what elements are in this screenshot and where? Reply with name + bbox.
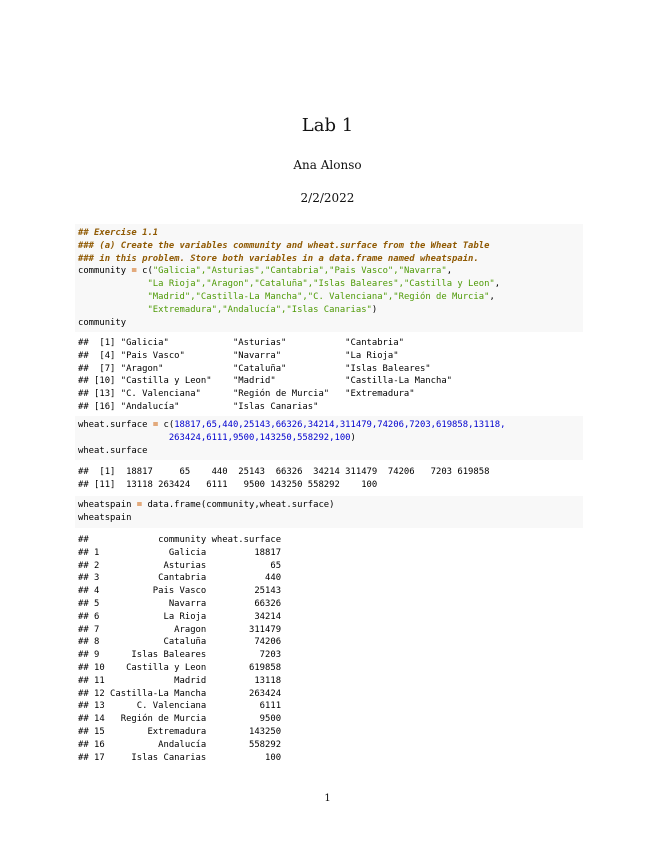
output-line: ## 6 La Rioja 34214 bbox=[78, 611, 282, 622]
output-line: ## community wheat.surface bbox=[78, 535, 282, 545]
code-comment: ### (a) Create the variables community and wheat.surface from the Wheat Table bbox=[78, 240, 490, 251]
code-line: community = c("Galicia","Asturias","Cantabria","Pais Vasco","Navarra", bbox=[78, 266, 453, 277]
output-line: ## [13] "C. Valenciana" "Región de Murcia" "Extremadura" bbox=[78, 389, 415, 400]
output-line: ## [7] "Aragon" "Cataluña" "Islas Baleares" bbox=[78, 363, 431, 374]
code-chunk-wheatspain bbox=[75, 496, 583, 528]
output-line: ## 14 Región de Murcia 9500 bbox=[78, 714, 282, 725]
output-line: ## [4] "Pais Vasco" "Navarra" "La Rioja" bbox=[78, 350, 399, 361]
output-line: ## 2 Asturias 65 bbox=[78, 560, 282, 571]
code-chunk-wheat-surface bbox=[75, 416, 583, 460]
output-line: ## [11] 13118 263424 6111 9500 143250 558292 100 bbox=[78, 479, 378, 490]
code-line: community bbox=[78, 317, 127, 328]
output-line: ## 10 Castilla y Leon 619858 bbox=[78, 662, 282, 673]
output-line: ## 9 Islas Baleares 7203 bbox=[78, 650, 282, 661]
code-comment: ## Exercise 1.1 bbox=[78, 228, 159, 238]
output-wheat-surface bbox=[75, 466, 583, 492]
output-line: ## 5 Navarra 66326 bbox=[78, 598, 282, 609]
document-author: Ana Alonso bbox=[293, 158, 362, 172]
output-line: ## 13 C. Valenciana 6111 bbox=[78, 701, 282, 712]
code-line: "Madrid","Castilla-La Mancha","C. Valenciana","Región de Murcia", bbox=[147, 291, 495, 302]
output-line: ## [1] 18817 65 440 25143 66326 34214 311479 74206 7203 619858 bbox=[78, 467, 490, 477]
code-line: 263424,6111,9500,143250,558292,100) bbox=[168, 432, 356, 443]
output-community bbox=[75, 337, 583, 414]
output-line: ## 12 Castilla-La Mancha 263424 bbox=[78, 688, 282, 699]
output-wheatspain-table bbox=[75, 534, 583, 764]
code-line: wheatspain bbox=[78, 512, 132, 523]
output-line: ## 3 Cantabria 440 bbox=[78, 573, 282, 584]
code-line: wheatspain = data.frame(community,wheat.surface) bbox=[78, 500, 335, 510]
output-line: ## [16] "Andalucía" "Islas Canarias" bbox=[78, 401, 319, 412]
output-line: ## 8 Cataluña 74206 bbox=[78, 637, 282, 648]
output-line: ## 16 Andalucía 558292 bbox=[78, 739, 282, 750]
code-comment: ### in this problem. Store both variables in a data.frame named wheatspain. bbox=[78, 253, 479, 264]
page-number: 1 bbox=[324, 793, 331, 804]
code-line: "La Rioja","Aragon","Cataluña","Islas Baleares","Castilla y Leon", bbox=[147, 279, 501, 290]
code-line: "Extremadura","Andalucía","Islas Canarias") bbox=[147, 304, 378, 315]
document-date: 2/2/2022 bbox=[300, 191, 355, 205]
output-line: ## [10] "Castilla y Leon" "Madrid" "Castilla-La Mancha" bbox=[78, 376, 453, 387]
document-title: Lab 1 bbox=[301, 115, 354, 136]
output-line: ## 4 Pais Vasco 25143 bbox=[78, 586, 282, 597]
output-line: ## 11 Madrid 13118 bbox=[78, 675, 282, 686]
code-chunk-community bbox=[75, 224, 583, 332]
output-line: ## 1 Galicia 18817 bbox=[78, 547, 282, 558]
output-line: ## 15 Extremadura 143250 bbox=[78, 726, 282, 737]
code-line: wheat.surface bbox=[78, 445, 148, 456]
code-line: wheat.surface = c(18817,65,440,25143,66326,34214,311479,74206,7203,619858,13118, bbox=[78, 420, 506, 430]
output-line: ## 7 Aragon 311479 bbox=[78, 624, 282, 635]
output-line: ## 17 Islas Canarias 100 bbox=[78, 752, 282, 763]
output-line: ## [1] "Galicia" "Asturias" "Cantabria" bbox=[78, 338, 404, 348]
